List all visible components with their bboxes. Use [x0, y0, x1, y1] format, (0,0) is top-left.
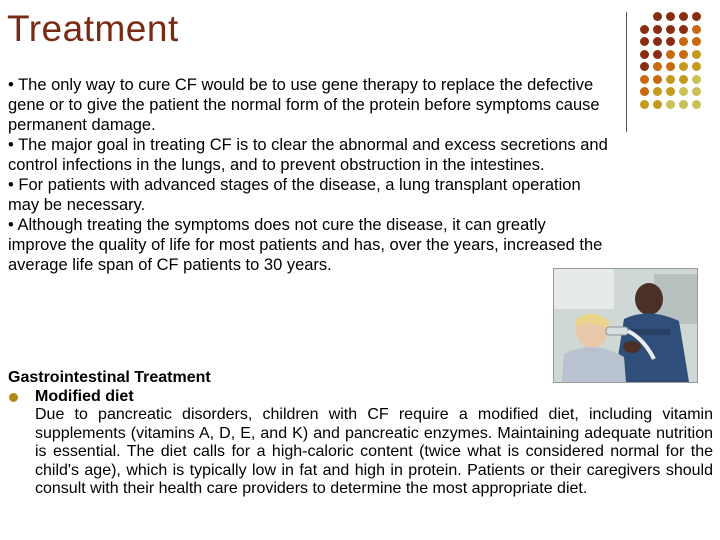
- decorative-dot: [679, 12, 688, 21]
- decorative-dot: [679, 50, 688, 59]
- decorative-dot: [679, 37, 688, 46]
- decorative-dot: [640, 25, 649, 34]
- decorative-dot: [653, 100, 662, 109]
- patient-photo: [553, 268, 698, 383]
- decorative-dot: [640, 100, 649, 109]
- decorative-dot: [692, 87, 701, 96]
- bullet-paragraph: • The major goal in treating CF is to clear the abnormal and excess secretions and control infections in the lungs, and to prevent obstruction in the intestines.: [8, 136, 608, 174]
- decorative-dot: [692, 62, 701, 71]
- decorative-dot: [679, 62, 688, 71]
- decorative-dot: [666, 75, 675, 84]
- decorative-dot: [666, 87, 675, 96]
- decorative-dot: [679, 75, 688, 84]
- decorative-dot: [692, 12, 701, 21]
- decorative-dot: [692, 100, 701, 109]
- bullet-paragraph: • The only way to cure CF would be to use gene therapy to replace the defective gene or to give the patient the normal form of the protein before symptoms cause permanent damage.: [8, 76, 600, 134]
- item-title: Modified diet: [35, 387, 134, 405]
- decorative-dot: [679, 100, 688, 109]
- list-item: [8, 388, 713, 407]
- photo-icon: [554, 269, 697, 382]
- decorative-dot: [653, 87, 662, 96]
- decorative-dot: [640, 50, 649, 59]
- decorative-dot: [666, 37, 675, 46]
- item-description: Due to pancreatic disorders, children with CF require a modified diet, including vitamin supplements (vitamins A, D, E, and K) and pancreatic enzymes. Maintaining adequate nutrition is essential. The diet calls for a high-caloric content (twice what is considered normal for the child's age), which is typically low in fat and high in protein. Patients or their caregivers should consult with their health care providers to determine the most appropriate diet.: [35, 406, 713, 497]
- decorative-dot: [640, 37, 649, 46]
- decorative-dot: [653, 25, 662, 34]
- decorative-dot: [640, 75, 649, 84]
- decorative-dot: [653, 50, 662, 59]
- gi-treatment-section: [8, 369, 713, 499]
- decorative-dot: [640, 62, 649, 71]
- decorative-dot: [653, 12, 662, 21]
- decorative-dot: [666, 100, 675, 109]
- slide-title: Treatment: [7, 8, 179, 49]
- decorative-dot: [666, 25, 675, 34]
- decorative-dot: [666, 12, 675, 21]
- decorative-dot: [692, 75, 701, 84]
- decorative-dot: [679, 87, 688, 96]
- section-heading: Gastrointestinal Treatment: [8, 369, 211, 386]
- treatment-paragraphs: [8, 75, 608, 275]
- decorative-dot: [692, 37, 701, 46]
- decorative-dot: [640, 87, 649, 96]
- bullet-paragraph: • Although treating the symptoms does not cure the disease, it can greatly improve the quality of life for most patients and has, over the years, increased the average life span of CF patients to 30 years.: [8, 216, 603, 274]
- decorative-dot: [653, 75, 662, 84]
- divider-line: [626, 12, 627, 132]
- decorative-dot: [679, 25, 688, 34]
- decorative-dot: [653, 37, 662, 46]
- bullet-icon: [9, 393, 18, 402]
- bullet-paragraph: • For patients with advanced stages of the disease, a lung transplant operation may be necessary.: [8, 176, 581, 214]
- decorative-dot: [653, 62, 662, 71]
- decorative-dot: [666, 50, 675, 59]
- decorative-dot: [666, 62, 675, 71]
- decorative-dot: [692, 50, 701, 59]
- decorative-dot-grid: [640, 12, 720, 112]
- decorative-dot: [692, 25, 701, 34]
